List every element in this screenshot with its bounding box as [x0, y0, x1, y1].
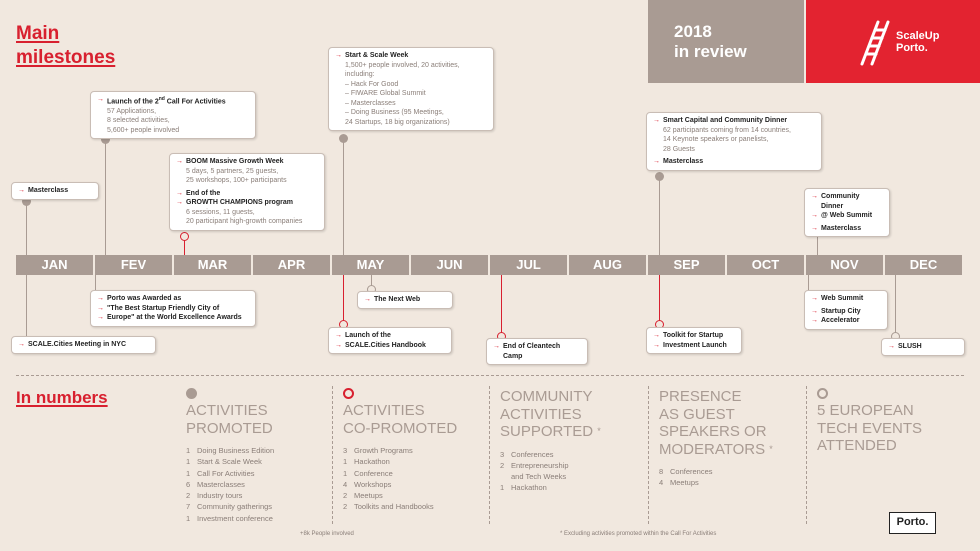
card-item: → BOOM Massive Growth Week: [176, 157, 318, 167]
connector-jul-bottom: [501, 274, 502, 338]
heading-line: PRESENCE: [659, 388, 742, 405]
title-line-2: milestones: [16, 47, 116, 68]
card-item: → Masterclass: [653, 157, 815, 167]
card-sub: 24 Startups, 18 big organizations): [345, 118, 450, 126]
card-item: → SLUSH: [888, 342, 958, 352]
month-may: MAY: [332, 255, 409, 275]
list-item: 1 Call For Activities: [186, 468, 255, 478]
card-item: → Launch of the: [335, 331, 445, 341]
section-divider: [16, 375, 964, 376]
card-boom-growth: [169, 153, 325, 231]
month-nov: NOV: [806, 255, 883, 275]
list-item: 1 Investment conference: [186, 513, 273, 523]
list-item: 2 Industry tours: [186, 491, 243, 501]
column-divider: [332, 386, 333, 524]
list-item: 1 Hackathon: [500, 483, 547, 493]
brand-logo-block: [806, 0, 980, 83]
list-item: 8 Conferences: [659, 467, 713, 476]
month-sep: SEP: [648, 255, 725, 275]
heading-line: TECH EVENTS: [817, 419, 923, 437]
footnote-excluding: * Excluding activities promoted within the Call For Activities: [560, 531, 717, 537]
heading-line: SPEAKERS OR: [659, 423, 767, 440]
growth-title: GROWTH CHAMPIONS program: [186, 199, 293, 206]
asterisk: *: [769, 443, 773, 454]
list-item: 6 Masterclasses: [186, 479, 245, 489]
list-item: 3 Conferences: [500, 449, 554, 459]
porto-logo: Porto.: [889, 512, 936, 534]
card-item-cont: [811, 211, 883, 221]
list-item: 4 Workshops: [343, 479, 392, 489]
ladder-icon: [858, 20, 892, 66]
heading-line: ATTENDED: [817, 437, 897, 454]
review-year: 2018: [674, 22, 712, 41]
heading-text: SUPPORTED: [500, 423, 594, 440]
milestone-dot: [339, 134, 348, 143]
card-start-scale-week: [328, 47, 494, 131]
month-mar: MAR: [174, 255, 251, 275]
column-activities-copromoted: [343, 388, 457, 513]
card-sub: 20 participant high-growth companies: [186, 218, 303, 225]
call-title-a: Launch of the 2: [107, 98, 159, 106]
heading-line: ACTIVITIES: [186, 402, 268, 419]
column-heading: [186, 402, 274, 437]
card-item: → Start & Scale Week: [335, 51, 487, 61]
milestone-dot: [655, 172, 664, 181]
column-heading: [343, 402, 457, 437]
month-fev: FEV: [95, 255, 172, 275]
heading-line: COMMUNITY: [500, 388, 593, 405]
call-title-sup: nd: [158, 96, 165, 102]
heading-text: MODERATORS: [659, 440, 766, 458]
card-community-dinner: [804, 188, 890, 237]
column-heading: [500, 388, 601, 441]
footnote-people: +8k People involved: [300, 531, 354, 537]
card-item: → Toolkit for Startup: [653, 331, 735, 341]
brand-name-line-1: ScaleUp: [896, 30, 940, 42]
asterisk: *: [597, 426, 601, 436]
card-item: → End of Cleantech Camp: [493, 342, 581, 361]
card-item-cont: [176, 198, 318, 208]
card-item: [97, 95, 249, 107]
numbers-title: In numbers: [16, 388, 108, 407]
toolkit-line-2: Investment Launch: [663, 341, 727, 349]
list-item: 1 Start & Scale Week: [186, 457, 262, 467]
card-toolkit: [646, 327, 742, 354]
connector-dec-bottom: [895, 274, 896, 338]
review-label: in review: [674, 42, 747, 61]
card-sub: 62 participants coming from 14 countries,: [663, 126, 792, 134]
brand-name-line-2: Porto.: [896, 42, 928, 54]
card-handbook: [328, 327, 452, 354]
card-sub: 25 workshops, 100+ participants: [186, 177, 287, 184]
card-item: → Web Summit: [811, 294, 881, 304]
card-awarded: [90, 290, 256, 327]
heading-line: ACTIVITIES: [343, 402, 425, 419]
connector-jan-top: [26, 200, 27, 256]
card-sub: 5 days, 5 partners, 25 guests,: [186, 167, 279, 175]
card-item-cont: [335, 341, 445, 351]
card-sub: 28 Guests: [663, 145, 695, 153]
card-item-cont: [97, 304, 249, 314]
card-web-summit: [804, 290, 888, 330]
card-item: → End of the: [176, 189, 318, 199]
card-sub: – Masterclasses: [345, 99, 396, 107]
heading-line: AS GUEST: [659, 405, 735, 423]
card-item: → Masterclass: [811, 224, 883, 234]
card-item: → SCALE.Cities Meeting in NYC: [18, 340, 149, 350]
call-title-b: Call For Activities: [164, 98, 226, 106]
card-item-cont: [653, 341, 735, 351]
month-jun: JUN: [411, 255, 488, 275]
list-item: 4 Meetups: [659, 478, 699, 488]
connector-fev-top: [105, 138, 106, 256]
card-scale-cities-meeting: [11, 336, 156, 354]
brand-name: [896, 30, 939, 54]
card-sub: 6 sessions, 11 guests,: [186, 208, 255, 216]
card-smart-capital: [646, 112, 822, 171]
connector-jan-bottom: [26, 274, 27, 338]
list-item: 1 Hackathon: [343, 457, 390, 467]
card-item: → Porto was Awarded as: [97, 294, 249, 304]
connector-sep-top: [659, 176, 660, 256]
list-item: and Tech Weeks: [511, 472, 567, 482]
milestone-dot: [180, 232, 189, 241]
card-sub: including:: [345, 71, 375, 78]
card-item: → The Next Web: [364, 295, 446, 305]
list-item: 2 Toolkits and Handbooks: [343, 502, 434, 512]
heading-line: PROMOTED: [186, 419, 273, 437]
month-dec: DEC: [885, 255, 962, 275]
red-ring-icon: [343, 388, 354, 399]
month-jul: JUL: [490, 255, 567, 275]
list-item: 3 Growth Programs: [343, 446, 413, 455]
card-sub: 57 Applications,: [107, 107, 157, 115]
column-divider: [806, 386, 807, 524]
card-sub: – FIWARE Global Summit: [345, 90, 426, 97]
heading-line: 5 EUROPEAN: [817, 402, 914, 419]
card-cleantech: [486, 338, 588, 365]
heading-line: ACTIVITIES: [500, 405, 582, 423]
connector-may-top: [343, 138, 344, 256]
card-masterclass-jan: [11, 182, 99, 200]
card-sub: 1,500+ people involved, 20 activities,: [345, 61, 460, 69]
filled-circle-icon: [186, 388, 197, 399]
column-heading: [817, 402, 922, 455]
column-divider: [489, 386, 490, 524]
card-item-cont: [811, 316, 881, 326]
card-item: → Smart Capital and Community Dinner: [653, 116, 815, 126]
handbook-line-2: SCALE.Cities Handbook: [345, 341, 426, 349]
column-heading: [659, 388, 773, 458]
card-sub: 5,600+ people involved: [107, 126, 180, 134]
card-sub: 14 Keynote speakers or panelists,: [663, 136, 769, 143]
heading-line: [659, 441, 773, 459]
card-next-web: [357, 291, 453, 309]
awarded-line-2: "The Best Startup Friendly City of: [107, 304, 220, 312]
card-call-for-activities: [90, 91, 256, 139]
month-axis: [16, 255, 964, 275]
card-slush: [881, 338, 965, 356]
card-item: → Startup City: [811, 307, 881, 317]
grey-ring-icon: [817, 388, 828, 399]
review-badge: [648, 0, 804, 83]
card-sub: 8 selected activities,: [107, 117, 170, 125]
month-jan: JAN: [16, 255, 93, 275]
dinner-title-2: @ Web Summit: [821, 212, 873, 219]
page-title: [16, 22, 115, 70]
list-item: 2 Meetups: [343, 491, 383, 501]
column-divider: [648, 386, 649, 524]
awarded-line-3: Europe" at the World Excellence Awards: [107, 314, 242, 321]
heading-line: [500, 423, 601, 441]
column-community-supported: [500, 388, 601, 494]
card-item: → Community Dinner: [811, 192, 883, 211]
list-item: 7 Community gatherings: [186, 502, 273, 512]
list-item: 1 Doing Business Edition: [186, 446, 275, 455]
month-aug: AUG: [569, 255, 646, 275]
column-european-events: [817, 388, 922, 463]
accelerator-line-2: Accelerator: [821, 317, 860, 324]
column-activities-promoted: [186, 388, 274, 524]
connector-may-bottom: [343, 274, 344, 326]
connector-sep-bottom: [659, 274, 660, 326]
list-item: 2 Entrepreneurship: [500, 460, 569, 470]
month-oct: OCT: [727, 255, 804, 275]
card-item: → Masterclass: [18, 186, 92, 196]
heading-line: CO-PROMOTED: [343, 419, 458, 437]
card-sub: – Doing Business (95 Meetings,: [345, 109, 444, 116]
column-guest-speakers: [659, 388, 773, 489]
list-item: 1 Conference: [343, 468, 393, 478]
card-item-cont: [97, 313, 249, 323]
card-sub: – Hack For Good: [345, 80, 399, 88]
month-apr: APR: [253, 255, 330, 275]
title-line-1: Main: [16, 23, 60, 44]
